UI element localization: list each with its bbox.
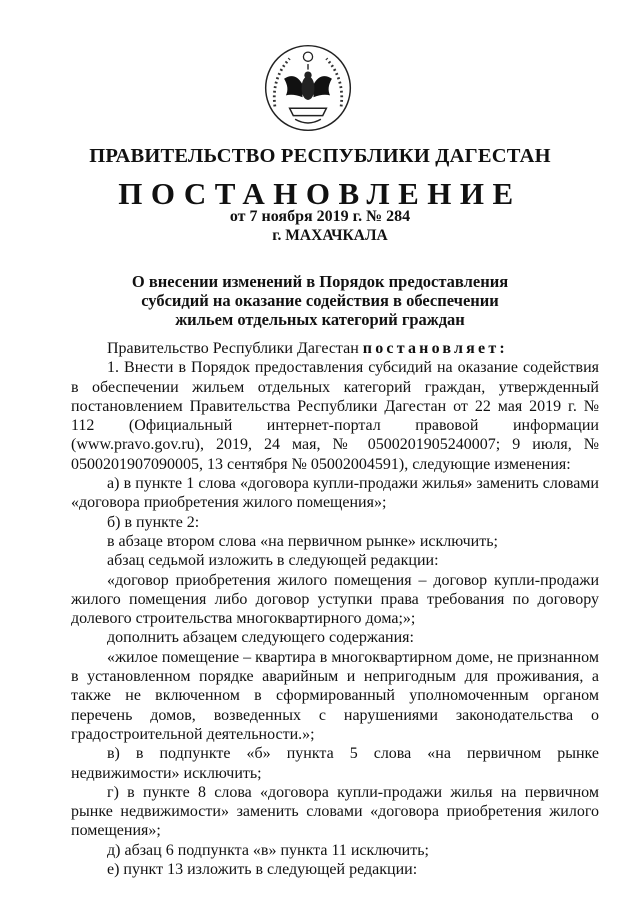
title-line: О внесении изменений в Порядок предоставления bbox=[131, 272, 509, 291]
document-title bbox=[60, 272, 580, 329]
intro-paragraph bbox=[71, 339, 599, 358]
body-paragraph: дополнить абзацем следующего содержания: bbox=[107, 629, 414, 647]
intro-prefix: Правительство Республики Дагестан bbox=[107, 340, 359, 357]
document-type: ПОСТАНОВЛЕНИЕ bbox=[118, 176, 522, 211]
document-body bbox=[71, 339, 599, 879]
date-number: от 7 ноября 2019 г. № 284 bbox=[229, 208, 411, 225]
body-paragraph: «договор приобретения жилого помещения – договор купли-продажи жилого помещения либо договор уступки права требования по договору долевого строительства многоквартирного дома;»; bbox=[71, 571, 599, 628]
body-paragraph: б) в пункте 2: bbox=[107, 513, 200, 531]
title-line: жильем отдельных категорий граждан bbox=[175, 310, 465, 329]
body-paragraph: абзац седьмой изложить в следующей редакции: bbox=[107, 552, 439, 570]
title-line: субсидий на оказание содействия в обеспечении bbox=[141, 291, 499, 310]
body-paragraph: г) в пункте 8 слова «договора купли-продажи жилья на первичном рынке недвижимости» заменить словами «договора приобретения жилого помещения»; bbox=[71, 783, 599, 840]
body-paragraph: е) пункт 13 изложить в следующей редакции: bbox=[107, 861, 418, 879]
body-paragraph: д) абзац 6 подпункта «в» пункта 11 исключить; bbox=[107, 841, 429, 859]
body-paragraph: а) в пункте 1 слова «договора купли-продажи жилья» заменить словами «договора приобретения жилого помещения»; bbox=[71, 475, 599, 512]
body-paragraph: в) в подпункте «б» пункта 5 слова «на первичном рынке недвижимости» исключить; bbox=[71, 745, 599, 782]
intro-verb: постановляет: bbox=[362, 340, 508, 357]
coat-of-arms-emblem bbox=[262, 42, 354, 134]
government-name: ПРАВИТЕЛЬСТВО РЕСПУБЛИКИ ДАГЕСТАН bbox=[89, 145, 551, 167]
body-paragraph: «жилое помещение – квартира в многоквартирном доме, не признанном в установленном порядке аварийным и непригодным для проживания, а также не включенном в сформированный уполномоченным органом перечень домов, возведенных с нарушениями законодательства о градостроительной деятельности.»; bbox=[71, 648, 599, 743]
body-paragraph: 1. Внести в Порядок предоставления субсидий на оказание содействия в обеспечении жильем отдельных категорий граждан, утвержденный постановлением Правительства Республики Дагестан от 22 мая 2019 г. № 112 (Официальный интернет-портал правовой информации (www.pravo.gov.ru), 2019, 24 мая, № 0500201905240007; 9 июля, № 0500201907090005, 13 сентября № 05002004591), следующие изменения: bbox=[71, 359, 599, 473]
body-paragraph: в абзаце втором слова «на первичном рынке» исключить; bbox=[107, 532, 498, 550]
city: г. МАХАЧКАЛА bbox=[272, 227, 388, 244]
